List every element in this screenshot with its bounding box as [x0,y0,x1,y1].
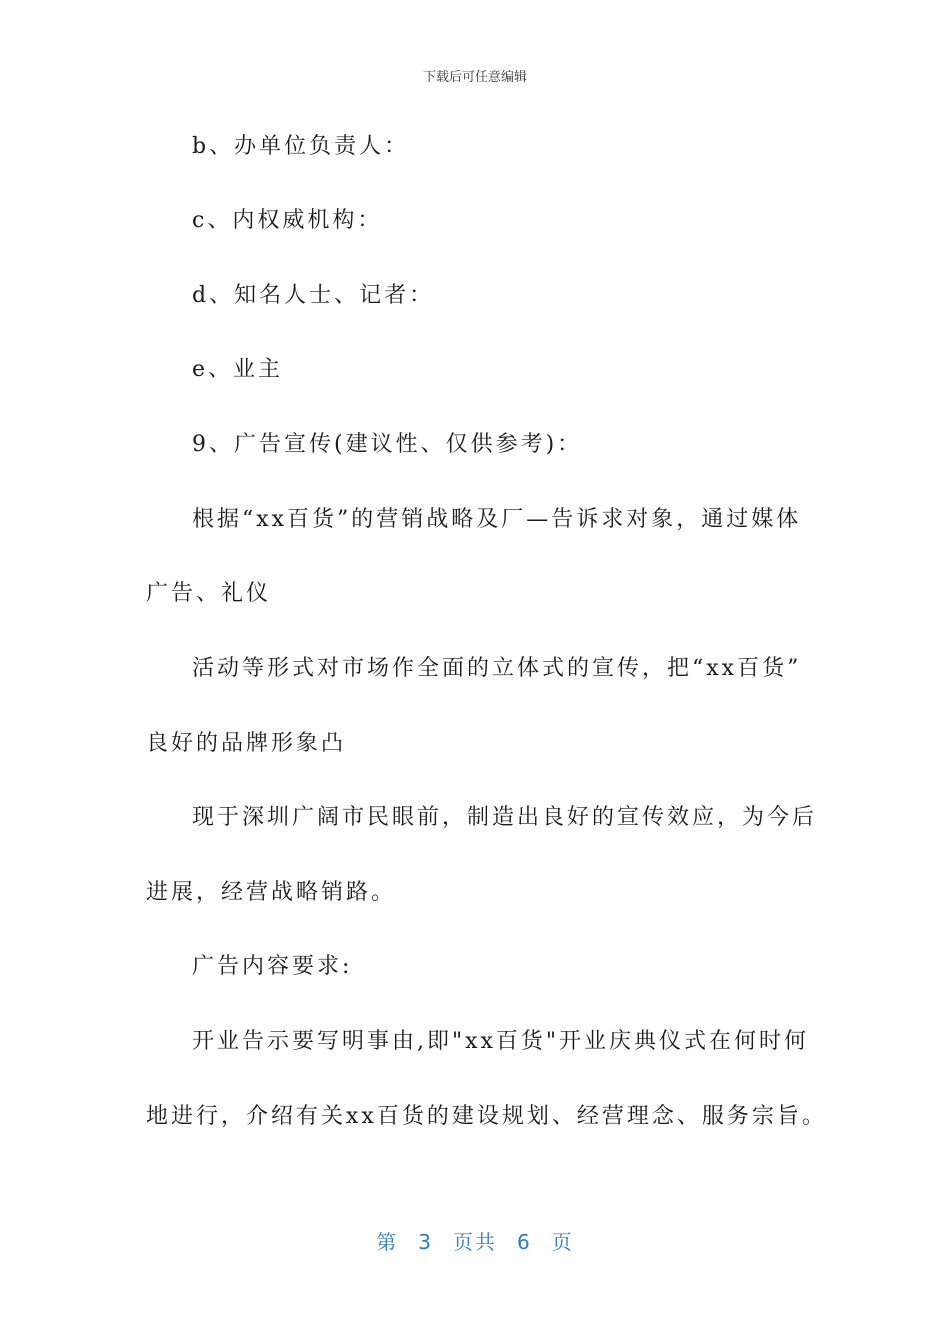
footer-middle: 页共 [453,1230,497,1254]
section-heading-ad-content: 广告内容要求: [192,954,353,979]
text-line-item-c: c、内权威机构： [192,208,383,233]
paragraph-line: 根据“xx百货”的营销战略及厂—告诉求对象，通过媒体 [192,507,802,532]
footer-prefix: 第 [376,1230,399,1254]
paragraph-line: 良好的品牌形象凸 [146,731,347,756]
section-heading-advertising: 9、广告宣传(建议性、仅供参考)： [192,432,583,457]
text-line-item-b: b、办单位负责人： [192,134,410,159]
page-header-note: 下载后可任意编辑 [422,70,527,85]
paragraph-line: 开业告示要写明事由,即"xx百货"开业庆典仪式在何时何 [192,1029,810,1054]
paragraph-line: 现于深圳广阔市民眼前，制造出良好的宣传效应，为今后 [192,805,818,830]
text-line-item-d: d、知名人士、记者： [192,283,435,308]
footer-total-pages: 6 [517,1230,532,1254]
page-number-footer [0,1226,950,1255]
text-line-item-e: e、业主 [192,357,284,382]
paragraph-line: 地进行，介绍有关xx百货的建设规划、经营理念、服务宗旨。 [146,1104,827,1129]
footer-current-page: 3 [418,1230,433,1254]
footer-suffix: 页 [551,1230,574,1254]
paragraph-line: 广告、礼仪 [146,581,272,606]
paragraph-line: 进展，经营战略销路。 [146,880,397,905]
paragraph-line: 活动等形式对市场作全面的立体式的宣传，把“xx百货” [192,656,802,681]
